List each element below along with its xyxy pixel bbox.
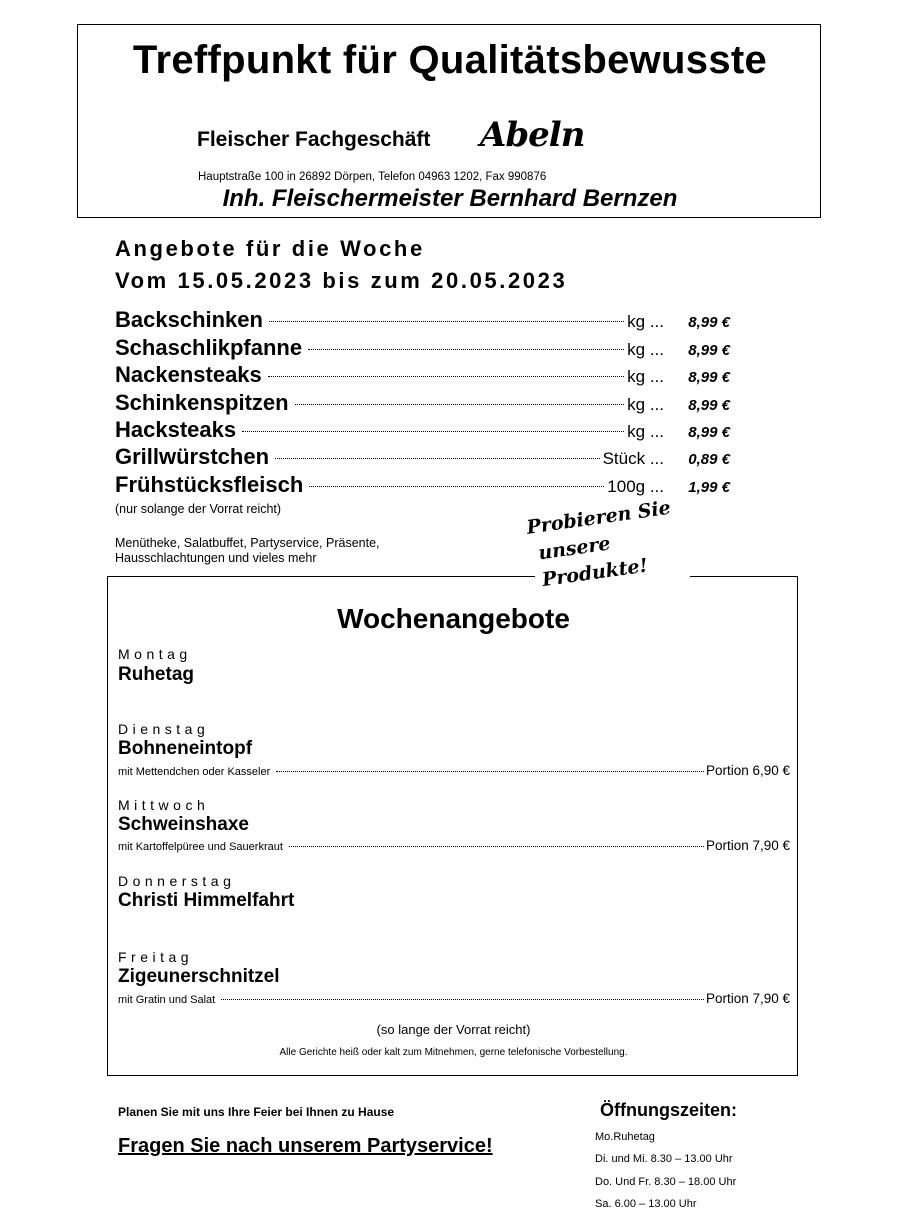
dish-description: mit Gratin und Salat	[118, 994, 216, 1006]
day-label: Mittwoch	[118, 797, 210, 813]
offer-name: Grillwürstchen	[115, 444, 270, 469]
offer-price: 8,99 €	[688, 369, 730, 386]
offer-name: Hacksteaks	[115, 417, 237, 442]
leader-dots	[309, 486, 604, 487]
opening-hours-line: Di. und Mi. 8.30 – 13.00 Uhr	[595, 1153, 733, 1165]
dish-name: Ruhetag	[118, 664, 194, 685]
offer-row	[115, 307, 730, 333]
shop-address: Hauptstraße 100 in 26892 Dörpen, Telefon 04963 1202, Fax 990876	[198, 171, 547, 183]
opening-hours-line: Mo.Ruhetag	[595, 1131, 655, 1143]
party-plan-text: Planen Sie mit uns Ihre Feier bei Ihnen zu Hause	[118, 1105, 395, 1119]
offer-price: 8,99 €	[688, 424, 730, 441]
leader-dots	[269, 321, 624, 322]
dish-portion-price: Portion 7,90 €	[705, 991, 790, 1006]
dish-portion-price: Portion 6,90 €	[705, 763, 790, 778]
week-title: Angebote für die Woche	[115, 236, 425, 261]
weekly-stock-note: (so lange der Vorrat reicht)	[376, 1022, 531, 1037]
day-label: Montag	[118, 646, 192, 662]
dish-portion-price: Portion 7,90 €	[705, 838, 790, 853]
services-text: Menütheke, Salatbuffet, Partyservice, Präsente, Hausschlachtungen und vieles mehr	[115, 536, 380, 565]
offer-name: Schinkenspitzen	[115, 390, 289, 415]
offer-name: Schaschlikpfanne	[115, 335, 303, 360]
offer-unit: kg ...	[627, 367, 664, 386]
offer-unit: kg ...	[627, 340, 664, 359]
leader-dots	[268, 376, 624, 377]
offer-unit: 100g ...	[607, 477, 664, 496]
tagline-line-2: unsere Produkte!	[536, 532, 650, 592]
dish-line	[118, 991, 790, 1006]
offer-name: Frühstücksfleisch	[115, 472, 304, 497]
owner-line: Inh. Fleischermeister Bernhard Bernzen	[222, 185, 678, 212]
tagline-line-1: Probieren Sie	[525, 496, 673, 539]
offer-price: 1,99 €	[688, 479, 730, 496]
opening-hours-line: Sa. 6.00 – 13.00 Uhr	[595, 1198, 697, 1210]
offer-unit: kg ...	[627, 312, 664, 331]
week-range: Vom 15.05.2023 bis zum 20.05.2023	[115, 268, 568, 293]
offer-unit: kg ...	[627, 422, 664, 441]
shop-name: Fleischer Fachgeschäft	[197, 128, 431, 151]
dish-name: Schweinshaxe	[118, 814, 249, 835]
weekly-offers-box	[107, 576, 798, 1076]
offer-name: Nackensteaks	[115, 362, 262, 387]
offer-price: 0,89 €	[688, 451, 730, 468]
leader-dots	[276, 771, 704, 772]
main-title: Treffpunkt für Qualitätsbewusste	[132, 38, 768, 82]
offer-unit: Stück ...	[602, 449, 664, 468]
offer-row	[115, 472, 730, 498]
offer-price: 8,99 €	[688, 397, 730, 414]
leader-dots	[221, 999, 704, 1000]
day-label: Freitag	[118, 949, 194, 965]
offer-unit: kg ...	[627, 395, 664, 414]
party-service-callout: Fragen Sie nach unserem Partyservice!	[118, 1135, 493, 1157]
offer-row	[115, 335, 730, 361]
stock-note: (nur solange der Vorrat reicht)	[115, 502, 282, 516]
dish-line	[118, 763, 790, 778]
day-label: Dienstag	[118, 721, 210, 737]
leader-dots	[275, 458, 600, 459]
dish-name: Zigeunerschnitzel	[118, 966, 280, 987]
weekly-title: Wochenangebote	[337, 603, 570, 634]
offer-name: Backschinken	[115, 307, 263, 332]
dish-name: Christi Himmelfahrt	[118, 890, 295, 911]
offer-price: 8,99 €	[688, 314, 730, 331]
header-box	[77, 24, 821, 218]
dish-description: mit Mettendchen oder Kasseler	[118, 766, 271, 778]
dish-description: mit Kartoffelpüree und Sauerkraut	[118, 841, 283, 853]
leader-dots	[289, 846, 704, 847]
leader-dots	[295, 404, 625, 405]
offer-row	[115, 362, 730, 388]
dish-line	[118, 838, 790, 853]
offer-row	[115, 444, 730, 470]
opening-hours-title: Öffnungszeiten:	[600, 1100, 737, 1120]
offer-price: 8,99 €	[688, 342, 730, 359]
leader-dots	[242, 431, 624, 432]
offer-row	[115, 390, 730, 416]
shop-logo: Abeln	[480, 115, 585, 155]
day-label: Donnerstag	[118, 873, 236, 889]
order-note: Alle Gerichte heiß oder kalt zum Mitnehmen, gerne telefonische Vorbestellung.	[279, 1047, 628, 1058]
leader-dots	[308, 349, 624, 350]
offer-row	[115, 417, 730, 443]
dish-name: Bohneneintopf	[118, 738, 253, 759]
opening-hours-line: Do. Und Fr. 8.30 – 18.00 Uhr	[595, 1176, 737, 1188]
